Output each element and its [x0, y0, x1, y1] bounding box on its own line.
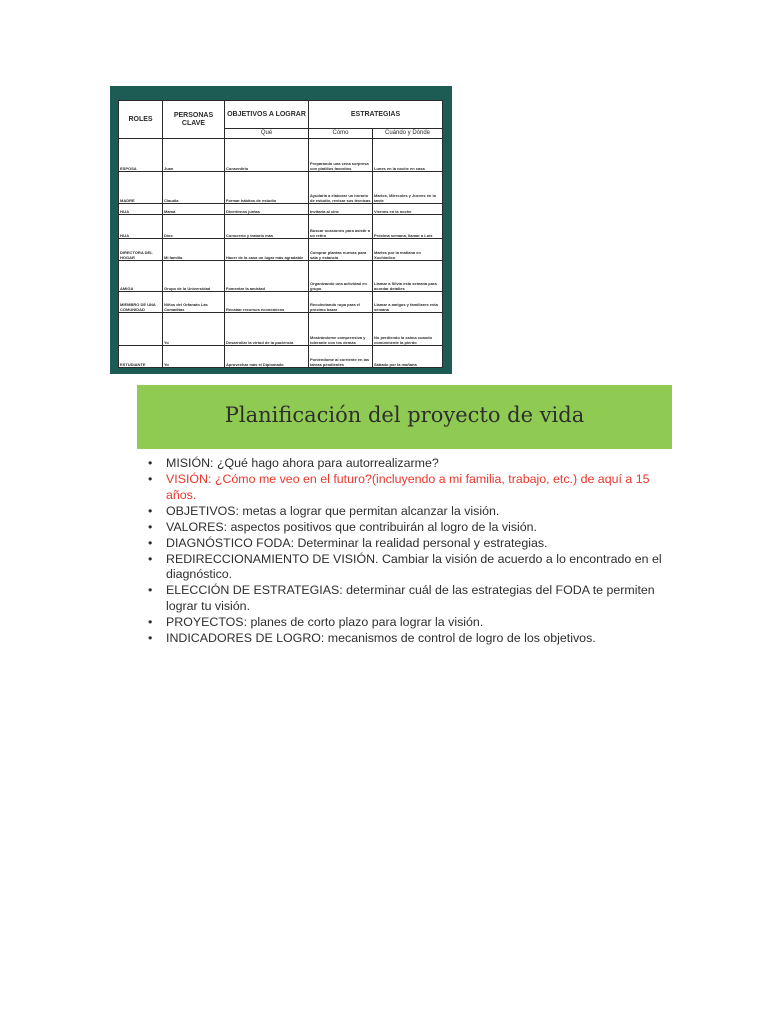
bullet-icon: •	[148, 472, 153, 486]
bullet-item	[144, 456, 666, 472]
roles-table-slide	[110, 86, 452, 374]
table-row	[119, 171, 443, 204]
bullet-item	[144, 552, 666, 583]
bullet-item	[144, 583, 666, 614]
bullet-list	[144, 456, 666, 647]
table-cell: AMIGA	[119, 261, 163, 292]
table-cell: Sábado por la mañana	[373, 346, 443, 368]
bullet-text: PROYECTOS: planes de corto plazo para lograr la visión.	[166, 614, 484, 629]
header-roles: ROLES	[119, 101, 163, 139]
table-cell: Mi familia	[163, 239, 225, 261]
bullet-icon: •	[148, 630, 153, 645]
bullet-text: DIAGNÓSTICO FODA: Determinar la realidad personal y estrategias.	[166, 535, 548, 550]
table-row	[119, 291, 443, 313]
table-cell: Dios	[163, 215, 225, 239]
bullet-item	[144, 504, 666, 520]
table-cell: DIRECTORA DEL HOGAR	[119, 239, 163, 261]
table-cell: Poniéndome al corriente en las tareas pendientes	[309, 346, 373, 368]
table-cell: Conocerlo y tratarlo más	[225, 215, 309, 239]
bullet-icon: •	[148, 456, 153, 470]
table-cell: Yo	[163, 346, 225, 368]
table-cell: MIEMBRO DE UNA COMUNIDAD	[119, 291, 163, 313]
bullet-item	[144, 631, 666, 647]
table-cell: Invitarla al cine	[309, 204, 373, 215]
subheader-como: Cómo	[309, 129, 373, 139]
table-cell: Yo	[163, 313, 225, 346]
table-cell: Divertirnos juntas	[225, 204, 309, 215]
bullet-text: REDIRECCIONAMIENTO DE VISIÓN. Cambiar la visión de acuerdo a lo encontrado en el diagnóstico.	[166, 551, 662, 581]
table-cell	[119, 313, 163, 346]
table-row	[119, 215, 443, 239]
table-cell: Comprar plantas nuevas para sala y estancia	[309, 239, 373, 261]
table-cell: Hacer de la casa un lugar más agradable	[225, 239, 309, 261]
header-personas-clave: PERSONAS CLAVE	[163, 101, 225, 139]
bullet-icon: •	[148, 614, 153, 629]
bullet-item	[144, 472, 666, 503]
table-cell: Consentirlo	[225, 139, 309, 172]
table-cell: Niños del Orfanato Las Comaditas	[163, 291, 225, 313]
bullet-text: ELECCIÓN DE ESTRATEGIAS: determinar cuál de las estrategias del FODA te permiten lograr tu visión.	[166, 583, 655, 613]
roles-table	[118, 100, 443, 368]
bullet-text: MISIÓN: ¿Qué hago ahora para autorrealizarme?	[166, 456, 439, 470]
table-row	[119, 261, 443, 292]
table-cell: No perdiendo la calma cuando comúnmente la pierdo	[373, 313, 443, 346]
bullet-icon: •	[148, 519, 153, 534]
table-cell: Juan	[163, 139, 225, 172]
table-cell: Buscar ocasiones para asistir a un retiro	[309, 215, 373, 239]
table-cell: Grupo de la Universidad	[163, 261, 225, 292]
bullet-item	[144, 520, 666, 536]
bullet-item	[144, 615, 666, 631]
table-cell: Recolectando ropa para el próximo bazar	[309, 291, 373, 313]
table-cell: HIJA	[119, 215, 163, 239]
table-cell: Desarrollar la virtud de la paciencia	[225, 313, 309, 346]
subheader-cuando-donde: Cuándo y Dónde	[373, 129, 443, 139]
bullet-text: VISIÓN: ¿Cómo me veo en el futuro?(incluyendo a mi familia, trabajo, etc.) de aquí a 15 años.	[166, 472, 650, 502]
table-body	[119, 139, 443, 368]
table-cell: Llamar a amigos y familiares esta semana	[373, 291, 443, 313]
header-objetivos: OBJETIVOS A LOGRAR	[225, 101, 309, 129]
table-cell: Mamá	[163, 204, 225, 215]
table-cell: MADRE	[119, 171, 163, 204]
bullet-text: OBJETIVOS: metas a lograr que permitan alcanzar la visión.	[166, 503, 500, 518]
bullet-icon: •	[148, 535, 153, 550]
table-cell: Formar hábitos de estudio	[225, 171, 309, 204]
table-cell: HIJA	[119, 204, 163, 215]
table-cell: Llamar a Silvia esta semana para acordar detalles	[373, 261, 443, 292]
subheader-que: Qué	[225, 129, 309, 139]
table-cell: Claudia	[163, 171, 225, 204]
bullet-item	[144, 536, 666, 552]
table-cell: Aprovechar más el Diplomado	[225, 346, 309, 368]
table-cell: ESPOSA	[119, 139, 163, 172]
table-row	[119, 346, 443, 368]
header-estrategias: ESTRATEGIAS	[309, 101, 443, 129]
bullet-text: INDICADORES DE LOGRO: mecanismos de control de logro de los objetivos.	[166, 630, 596, 645]
table-cell: Lunes en la noche en casa	[373, 139, 443, 172]
table-cell: Organizando una actividad en grupo	[309, 261, 373, 292]
bullet-icon: •	[148, 503, 153, 518]
table-cell: Fomentar la amistad	[225, 261, 309, 292]
slide-title: Planificación del proyecto de vida	[224, 403, 585, 427]
table-cell: Mostrándome comprensiva y tolerante con los demás	[309, 313, 373, 346]
table-cell: Ayudarla a elaborar un horario de estudio, revisar sus técnicas	[309, 171, 373, 204]
planning-slide	[137, 385, 672, 690]
table-row	[119, 139, 443, 172]
table-cell: Viernes en la noche	[373, 204, 443, 215]
table-row	[119, 204, 443, 215]
table-cell: Martes por la mañana en Xochimilco	[373, 239, 443, 261]
table-cell: ESTUDIANTE	[119, 346, 163, 368]
bullet-text: VALORES: aspectos positivos que contribuirán al logro de la visión.	[166, 519, 537, 534]
table-cell: Próxima semana, llamar a Luís	[373, 215, 443, 239]
table-cell: Martes, Miércoles y Jueves en la tarde	[373, 171, 443, 204]
table-cell: Preparando una cena sorpresa con platillos favoritos	[309, 139, 373, 172]
table-row	[119, 313, 443, 346]
table-cell: Recabar recursos económicos	[225, 291, 309, 313]
title-banner	[137, 385, 672, 449]
bullet-icon: •	[148, 583, 153, 597]
table-row	[119, 239, 443, 261]
bullet-icon: •	[148, 551, 153, 566]
